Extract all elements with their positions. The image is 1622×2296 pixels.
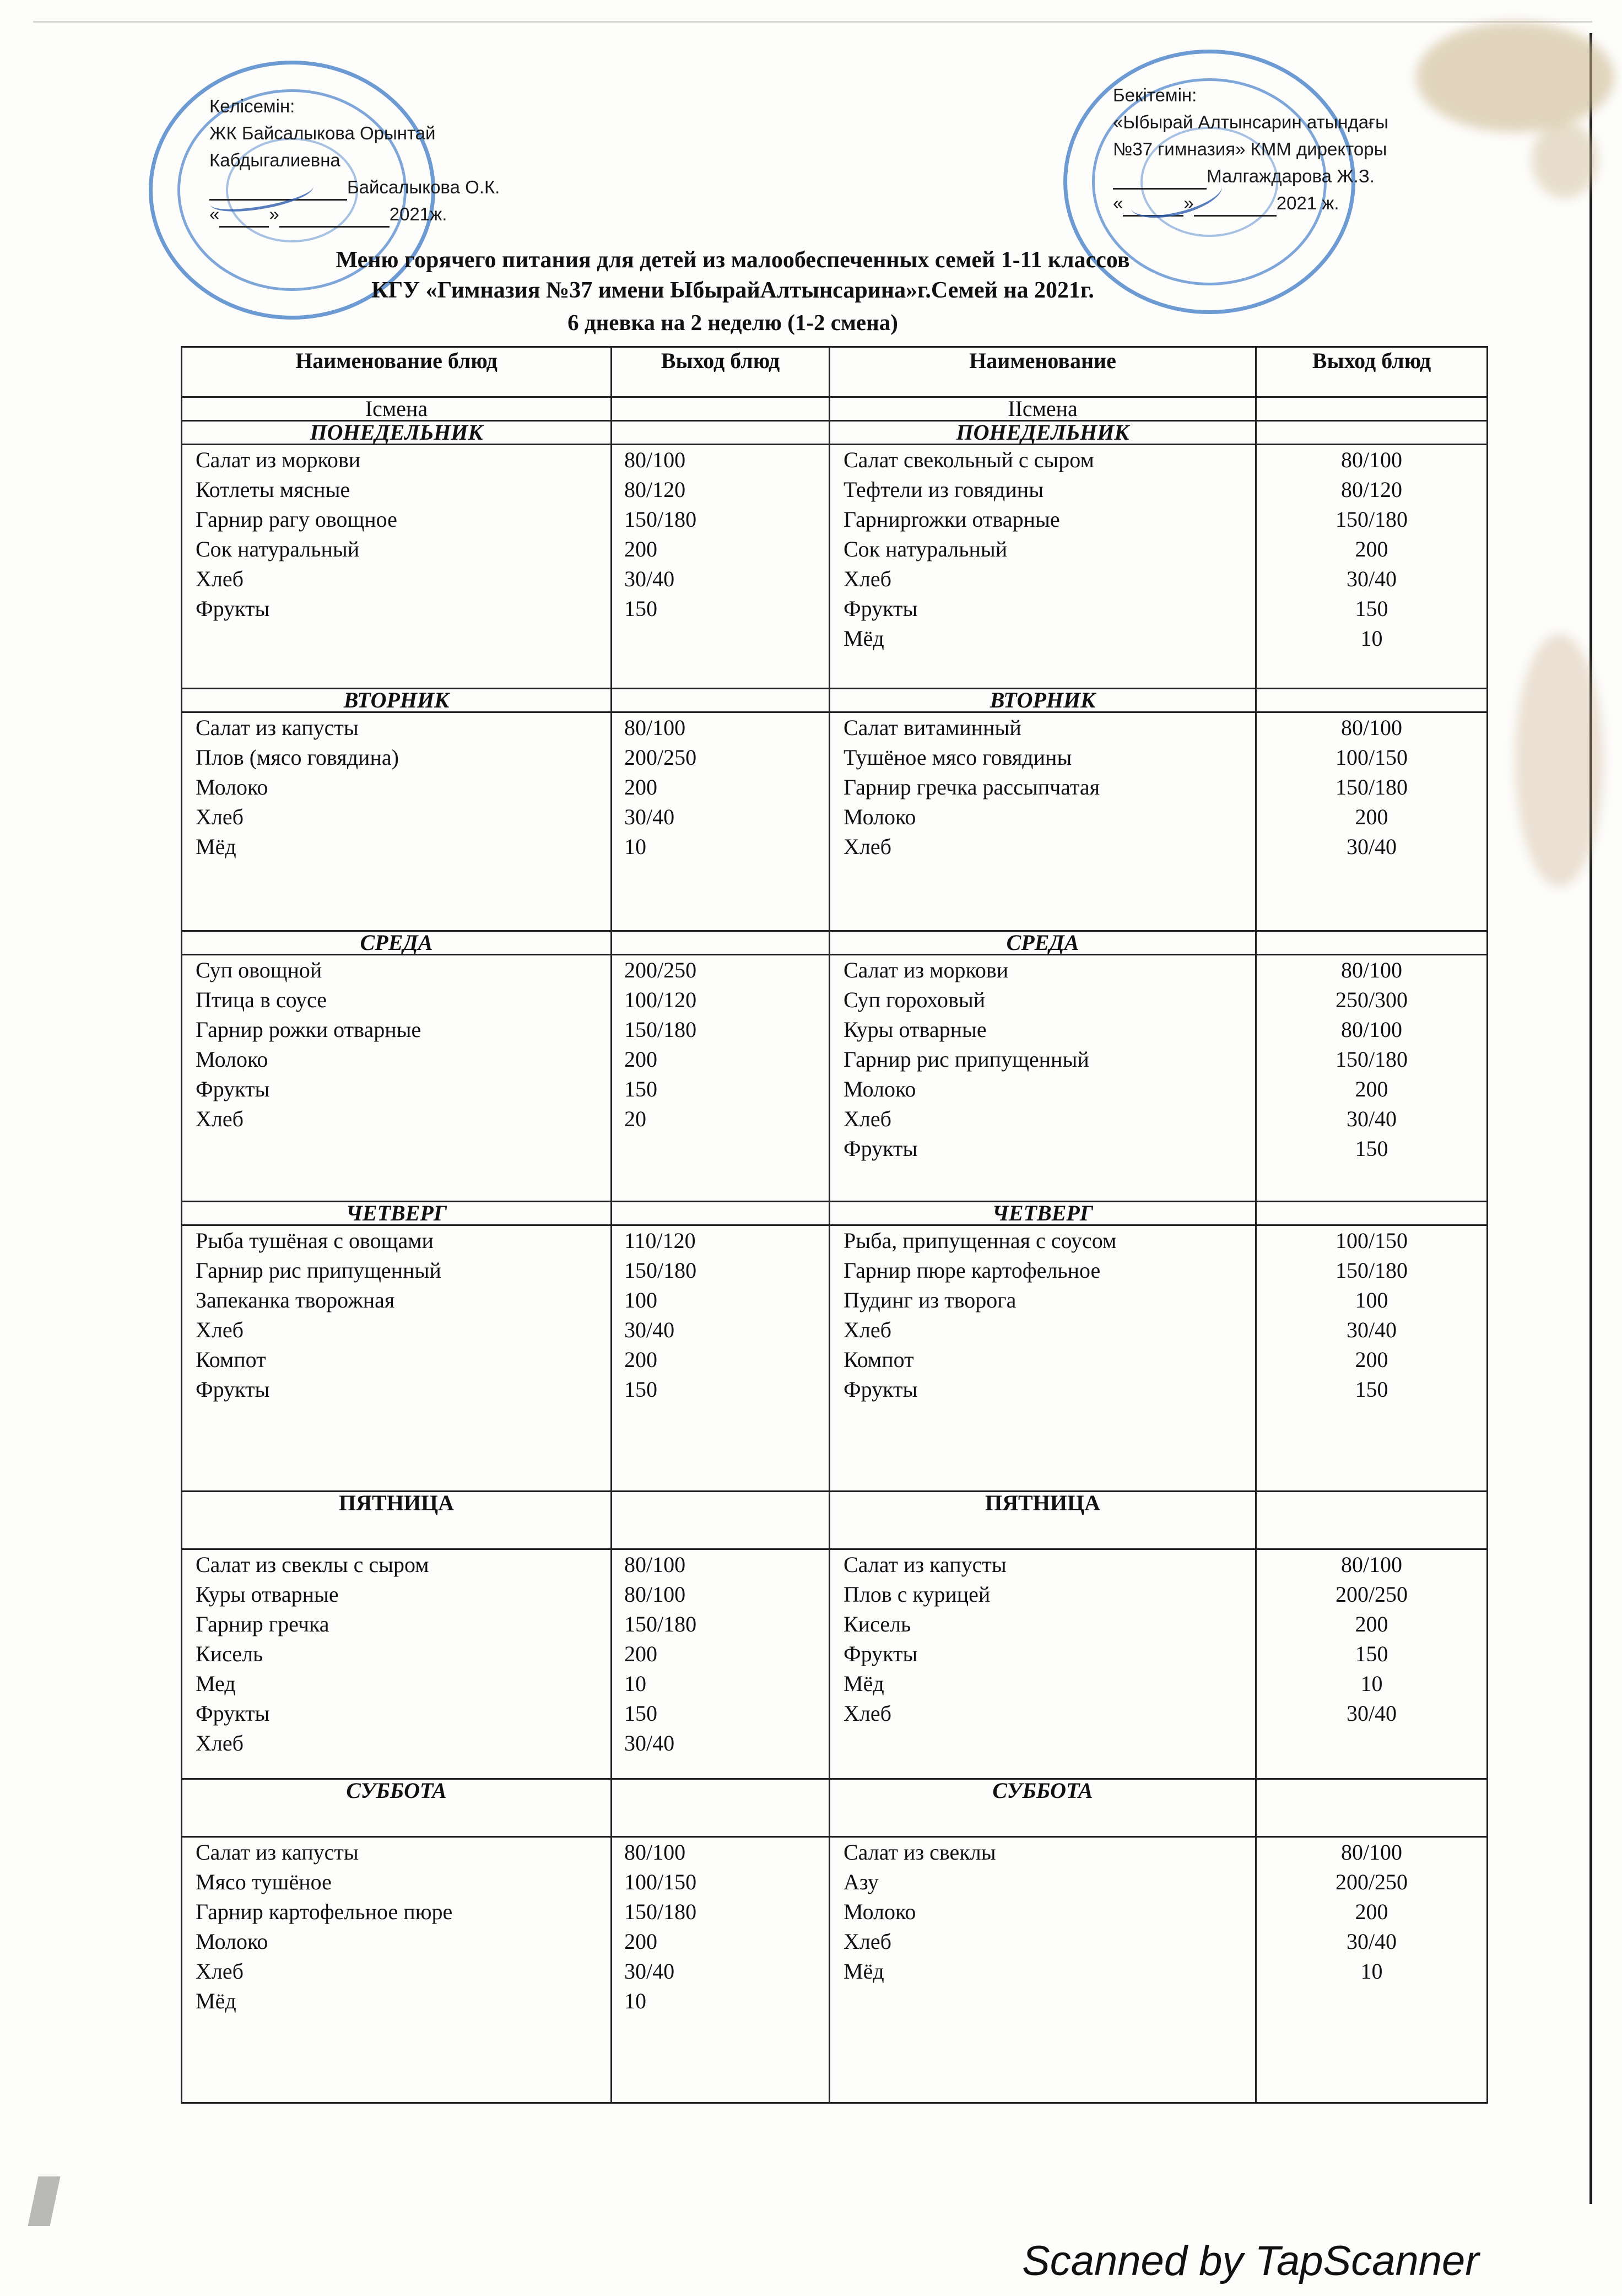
dish-name-shift-2: Салат из моркови bbox=[844, 958, 1009, 982]
empty-cell bbox=[612, 1202, 830, 1225]
dish-name-shift-2: Мёд bbox=[844, 626, 884, 651]
approval-left-heading: Келісемін: bbox=[209, 96, 295, 116]
menu-days bbox=[182, 421, 1488, 2103]
day-row bbox=[182, 421, 1488, 445]
dish-name-shift-2: Молоко bbox=[844, 1077, 916, 1101]
day-row bbox=[182, 1492, 1488, 1549]
dish-output-shift-2: 150 bbox=[1355, 1641, 1388, 1666]
dish-name-shift-1: Гарнир рожки отварные bbox=[196, 1017, 421, 1042]
dishes-output-shift-1-cell bbox=[612, 712, 830, 931]
dish-output-shift-2: 200/250 bbox=[1335, 1582, 1408, 1607]
dish-name-shift-1: Хлеб bbox=[196, 566, 244, 591]
dish-output-shift-2: 200 bbox=[1355, 1347, 1388, 1372]
dish-name-shift-1: Фрукты bbox=[196, 596, 270, 621]
dishes-row bbox=[182, 712, 1488, 931]
dishes-name-shift-2-cell bbox=[830, 712, 1256, 931]
column-header: Выход блюд bbox=[612, 347, 830, 397]
dish-name-shift-1: Салат из моркови bbox=[196, 447, 361, 472]
dish-name-shift-2: Гарнирrожки отварные bbox=[844, 507, 1060, 532]
dish-name-shift-1: Компот bbox=[196, 1347, 266, 1372]
dishes-name-shift-1-cell bbox=[182, 1549, 612, 1779]
dish-output-shift-2: 10 bbox=[1360, 626, 1383, 651]
dish-output-shift-2: 250/300 bbox=[1335, 987, 1408, 1012]
approval-right-school: «Ыбырай Алтынсарин атындағы bbox=[1113, 112, 1388, 132]
dish-name-shift-1: Кисель bbox=[196, 1641, 263, 1666]
dish-name-shift-2: Фрукты bbox=[844, 1377, 918, 1402]
dish-name-shift-2: Гарнир пюре картофельное bbox=[844, 1258, 1101, 1283]
date-month-blank bbox=[1194, 215, 1277, 217]
dish-output-shift-2: 80/120 bbox=[1340, 477, 1403, 502]
dish-output-shift-2: 150/180 bbox=[1335, 507, 1408, 532]
dish-output-shift-2: 200/250 bbox=[1335, 1870, 1408, 1894]
dish-output-shift-2: 30/40 bbox=[1346, 834, 1397, 859]
dish-output-shift-1: 20 bbox=[624, 1106, 646, 1131]
day-name-shift-1: СУББОТА bbox=[182, 1779, 612, 1837]
day-row bbox=[182, 1202, 1488, 1225]
dish-name-shift-1: Мёд bbox=[196, 834, 236, 859]
dishes-row bbox=[182, 1225, 1488, 1492]
shift-row bbox=[182, 397, 1488, 421]
dish-name-shift-2: Фрукты bbox=[844, 1641, 918, 1666]
column-header: Наименование bbox=[830, 347, 1256, 397]
dishes-name-shift-2-cell bbox=[830, 1549, 1256, 1779]
day-row bbox=[182, 689, 1488, 712]
page-right-edge bbox=[1589, 33, 1592, 2204]
dish-output-shift-2: 100/150 bbox=[1335, 1228, 1408, 1253]
dish-output-shift-1: 150/180 bbox=[624, 1899, 697, 1924]
day-name-shift-2: ПОНЕДЕЛЬНИК bbox=[830, 421, 1256, 445]
shift-2-label: IIсмена bbox=[830, 397, 1256, 421]
approval-left-patronymic: Кабдыгалиевна bbox=[209, 150, 340, 170]
dishes-name-shift-2-cell bbox=[830, 955, 1256, 1202]
dish-name-shift-1: Хлеб bbox=[196, 1959, 244, 1984]
dish-name-shift-2: Хлеб bbox=[844, 1317, 891, 1342]
dishes-output-shift-2-cell bbox=[1256, 445, 1488, 689]
dish-output-shift-1: 200 bbox=[624, 1929, 657, 1954]
dish-output-shift-2: 30/40 bbox=[1346, 1929, 1397, 1954]
document-title: Меню горячего питания для детей из малообеспеченных семей 1-11 классов bbox=[336, 247, 1130, 273]
empty-cell bbox=[1256, 1779, 1488, 1837]
dishes-name-shift-1-cell bbox=[182, 1837, 612, 2103]
day-name-shift-1: СРЕДА bbox=[182, 931, 612, 955]
dish-output-shift-1: 150 bbox=[624, 1701, 657, 1726]
dish-output-shift-1: 80/100 bbox=[624, 447, 686, 472]
dish-output-shift-1: 200 bbox=[624, 1347, 657, 1372]
dish-name-shift-1: Плов (мясо говядина) bbox=[196, 745, 399, 770]
dishes-output-shift-2-cell bbox=[1256, 955, 1488, 1202]
dish-output-shift-1: 150/180 bbox=[624, 1258, 697, 1283]
table-header-row bbox=[182, 347, 1488, 397]
dish-output-shift-1: 150 bbox=[624, 596, 657, 621]
dish-name-shift-2: Хлеб bbox=[844, 1701, 891, 1726]
dish-name-shift-2: Салат витаминный bbox=[844, 715, 1021, 740]
dish-name-shift-2: Салат свекольный с сыром bbox=[844, 447, 1094, 472]
dish-output-shift-2: 200 bbox=[1355, 537, 1388, 561]
dishes-name-shift-1-cell bbox=[182, 712, 612, 931]
dish-output-shift-2: 30/40 bbox=[1346, 1106, 1397, 1131]
dish-name-shift-2: Гарнир гречка рассыпчатая bbox=[844, 775, 1100, 799]
dish-name-shift-1: Гарнир рагу овощное bbox=[196, 507, 397, 532]
dish-name-shift-2: Хлеб bbox=[844, 1929, 891, 1954]
day-name-shift-2: ВТОРНИК bbox=[830, 689, 1256, 712]
dishes-output-shift-1-cell bbox=[612, 955, 830, 1202]
dish-name-shift-2: Азу bbox=[844, 1870, 879, 1894]
dish-output-shift-1: 80/100 bbox=[624, 715, 686, 740]
dish-name-shift-2: Рыба, припущенная с соусом bbox=[844, 1228, 1117, 1253]
dish-output-shift-1: 30/40 bbox=[624, 1959, 675, 1984]
paper-stain bbox=[1532, 121, 1598, 198]
dish-name-shift-2: Фрукты bbox=[844, 596, 918, 621]
document-subtitle: КГУ «Гимназия №37 имени ЫбырайАлтынсарина»г.Семей на 2021г. bbox=[371, 278, 1094, 303]
dish-output-shift-2: 100 bbox=[1355, 1288, 1388, 1312]
approval-left-date: « » 2021ж. bbox=[209, 201, 500, 228]
day-name-shift-1: ПЯТНИЦА bbox=[182, 1492, 612, 1549]
dish-name-shift-2: Кисель bbox=[844, 1612, 911, 1636]
dish-name-shift-2: Суп гороховый bbox=[844, 987, 986, 1012]
dish-output-shift-1: 30/40 bbox=[624, 804, 675, 829]
day-row bbox=[182, 1779, 1488, 1837]
empty-cell bbox=[612, 1779, 830, 1837]
dish-output-shift-1: 150 bbox=[624, 1077, 657, 1101]
day-name-shift-2: ЧЕТВЕРГ bbox=[830, 1202, 1256, 1225]
dish-output-shift-1: 200 bbox=[624, 537, 657, 561]
dishes-output-shift-1-cell bbox=[612, 1549, 830, 1779]
dish-output-shift-1: 110/120 bbox=[624, 1228, 696, 1253]
dish-name-shift-1: Суп овощной bbox=[196, 958, 322, 982]
document-period: 6 дневка на 2 неделю (1-2 смена) bbox=[567, 310, 898, 335]
dish-name-shift-1: Мед bbox=[196, 1671, 236, 1696]
dish-output-shift-2: 150 bbox=[1355, 1136, 1388, 1161]
dish-output-shift-1: 80/100 bbox=[624, 1552, 686, 1577]
dish-output-shift-2: 30/40 bbox=[1346, 1701, 1397, 1726]
dish-name-shift-2: Молоко bbox=[844, 1899, 916, 1924]
dish-name-shift-2: Компот bbox=[844, 1347, 914, 1372]
approval-left-entrepreneur: ЖК Байсалыкова Орынтай bbox=[209, 123, 436, 143]
approval-right-date: « » 2021 ж. bbox=[1113, 190, 1388, 217]
dish-name-shift-2: Гарнир рис припущенный bbox=[844, 1047, 1089, 1072]
dish-output-shift-1: 100 bbox=[624, 1288, 657, 1312]
dish-output-shift-2: 30/40 bbox=[1346, 1317, 1397, 1342]
dish-output-shift-2: 10 bbox=[1360, 1959, 1383, 1984]
dishes-output-shift-2-cell bbox=[1256, 712, 1488, 931]
dish-output-shift-2: 30/40 bbox=[1346, 566, 1397, 591]
empty-cell bbox=[612, 1492, 830, 1549]
dish-output-shift-2: 80/100 bbox=[1340, 447, 1403, 472]
dish-name-shift-1: Фрукты bbox=[196, 1701, 270, 1726]
dish-name-shift-1: Хлеб bbox=[196, 1106, 244, 1131]
approval-right-director: №37 гимназия» КММ директоры bbox=[1113, 139, 1387, 159]
empty-cell bbox=[1256, 1202, 1488, 1225]
empty-cell bbox=[612, 421, 830, 445]
dish-output-shift-1: 200 bbox=[624, 775, 657, 799]
dish-name-shift-1: Хлеб bbox=[196, 1731, 244, 1755]
dishes-row bbox=[182, 1549, 1488, 1779]
day-name-shift-2: СУББОТА bbox=[830, 1779, 1256, 1837]
dishes-name-shift-1-cell bbox=[182, 445, 612, 689]
dish-output-shift-1: 200 bbox=[624, 1641, 657, 1666]
dish-name-shift-2: Мёд bbox=[844, 1671, 884, 1696]
shift-1-label: Iсмена bbox=[182, 397, 612, 421]
dish-output-shift-1: 100/120 bbox=[624, 987, 697, 1012]
dish-output-shift-2: 150/180 bbox=[1335, 1258, 1408, 1283]
dish-name-shift-2: Хлеб bbox=[844, 1106, 891, 1131]
dish-output-shift-2: 80/100 bbox=[1340, 958, 1403, 982]
dishes-output-shift-2-cell bbox=[1256, 1837, 1488, 2103]
approval-right-heading: Бекітемін: bbox=[1113, 85, 1197, 105]
dish-name-shift-2: Хлеб bbox=[844, 834, 891, 859]
dishes-output-shift-1-cell bbox=[612, 1225, 830, 1492]
dish-name-shift-2: Молоко bbox=[844, 804, 916, 829]
empty-cell bbox=[1256, 397, 1488, 421]
dish-output-shift-1: 80/120 bbox=[624, 477, 686, 502]
dish-output-shift-2: 10 bbox=[1360, 1671, 1383, 1696]
dishes-output-shift-2-cell bbox=[1256, 1225, 1488, 1492]
scanner-watermark: Scanned by TapScanner bbox=[1022, 2238, 1479, 2284]
dish-name-shift-1: Салат из капусты bbox=[196, 1840, 359, 1865]
dish-output-shift-2: 80/100 bbox=[1340, 1552, 1403, 1577]
empty-cell bbox=[612, 689, 830, 712]
dish-name-shift-2: Хлеб bbox=[844, 566, 891, 591]
dish-name-shift-2: Пудинг из творога bbox=[844, 1288, 1017, 1312]
dish-name-shift-1: Рыба тушёная с овощами bbox=[196, 1228, 434, 1253]
empty-cell bbox=[1256, 421, 1488, 445]
dish-name-shift-2: Мёд bbox=[844, 1959, 884, 1984]
approval-left-signer: Байсалыкова О.К. bbox=[347, 177, 500, 197]
dish-output-shift-1: 10 bbox=[624, 834, 646, 859]
empty-cell bbox=[1256, 689, 1488, 712]
menu-table bbox=[181, 346, 1488, 2104]
dish-output-shift-2: 80/100 bbox=[1340, 715, 1403, 740]
dishes-name-shift-2-cell bbox=[830, 445, 1256, 689]
dishes-row bbox=[182, 1837, 1488, 2103]
page-top-edge bbox=[33, 21, 1592, 23]
dish-output-shift-1: 30/40 bbox=[624, 566, 675, 591]
dish-name-shift-1: Гарнир гречка bbox=[196, 1612, 329, 1636]
dish-output-shift-1: 30/40 bbox=[624, 1731, 675, 1755]
dish-name-shift-1: Котлеты мясные bbox=[196, 477, 350, 502]
dish-name-shift-1: Хлеб bbox=[196, 1317, 244, 1342]
paper-stain bbox=[1416, 22, 1614, 132]
dishes-row bbox=[182, 445, 1488, 689]
day-name-shift-1: ПОНЕДЕЛЬНИК bbox=[182, 421, 612, 445]
day-name-shift-2: ПЯТНИЦА bbox=[830, 1492, 1256, 1549]
dish-output-shift-1: 150/180 bbox=[624, 1017, 697, 1042]
dish-name-shift-2: Тефтели из говядины bbox=[844, 477, 1044, 502]
empty-cell bbox=[1256, 1492, 1488, 1549]
date-month-blank bbox=[279, 226, 390, 228]
dish-output-shift-1: 30/40 bbox=[624, 1317, 675, 1342]
dish-output-shift-1: 150/180 bbox=[624, 507, 697, 532]
dish-output-shift-2: 200 bbox=[1355, 1899, 1388, 1924]
dish-output-shift-1: 80/100 bbox=[624, 1582, 686, 1607]
dish-name-shift-2: Салат из капусты bbox=[844, 1552, 1007, 1577]
dish-name-shift-1: Куры отварные bbox=[196, 1582, 339, 1607]
empty-cell bbox=[1256, 931, 1488, 955]
dish-output-shift-2: 200 bbox=[1355, 1077, 1388, 1101]
dish-name-shift-1: Фрукты bbox=[196, 1077, 270, 1101]
dishes-row bbox=[182, 955, 1488, 1202]
dishes-name-shift-2-cell bbox=[830, 1837, 1256, 2103]
day-row bbox=[182, 931, 1488, 955]
dish-name-shift-1: Салат из свеклы с сыром bbox=[196, 1552, 429, 1577]
dish-output-shift-2: 80/100 bbox=[1340, 1840, 1403, 1865]
dish-name-shift-1: Молоко bbox=[196, 1047, 268, 1072]
dish-name-shift-1: Запеканка творожная bbox=[196, 1288, 395, 1312]
day-name-shift-2: СРЕДА bbox=[830, 931, 1256, 955]
dishes-name-shift-2-cell bbox=[830, 1225, 1256, 1492]
dish-name-shift-2: Фрукты bbox=[844, 1136, 918, 1161]
dish-name-shift-2: Куры отварные bbox=[844, 1017, 987, 1042]
dish-output-shift-1: 200 bbox=[624, 1047, 657, 1072]
dish-name-shift-1: Мясо тушёное bbox=[196, 1870, 332, 1894]
dish-output-shift-1: 10 bbox=[624, 1989, 646, 2013]
dish-name-shift-1: Мёд bbox=[196, 1989, 236, 2013]
dish-name-shift-1: Гарнир рис припущенный bbox=[196, 1258, 441, 1283]
empty-cell bbox=[612, 931, 830, 955]
dish-output-shift-1: 80/100 bbox=[624, 1840, 686, 1865]
day-name-shift-1: ВТОРНИК bbox=[182, 689, 612, 712]
dish-output-shift-2: 150 bbox=[1355, 596, 1388, 621]
dish-name-shift-1: Молоко bbox=[196, 1929, 268, 1954]
dish-name-shift-1: Птица в соусе bbox=[196, 987, 327, 1012]
dish-output-shift-2: 200 bbox=[1355, 1612, 1388, 1636]
column-header: Наименование блюд bbox=[182, 347, 612, 397]
dishes-name-shift-1-cell bbox=[182, 955, 612, 1202]
dishes-output-shift-2-cell bbox=[1256, 1549, 1488, 1779]
dish-output-shift-1: 10 bbox=[624, 1671, 646, 1696]
dish-name-shift-2: Салат из свеклы bbox=[844, 1840, 996, 1865]
dishes-output-shift-1-cell bbox=[612, 1837, 830, 2103]
dish-output-shift-1: 150/180 bbox=[624, 1612, 697, 1636]
dishes-output-shift-1-cell bbox=[612, 445, 830, 689]
dish-output-shift-1: 200/250 bbox=[624, 745, 697, 770]
day-name-shift-1: ЧЕТВЕРГ bbox=[182, 1202, 612, 1225]
empty-cell bbox=[612, 397, 830, 421]
dish-name-shift-1: Фрукты bbox=[196, 1377, 270, 1402]
dish-name-shift-1: Сок натуральный bbox=[196, 537, 360, 561]
dish-output-shift-2: 150/180 bbox=[1335, 1047, 1408, 1072]
date-day-blank bbox=[219, 226, 269, 228]
dish-name-shift-2: Тушёное мясо говядины bbox=[844, 745, 1072, 770]
dish-name-shift-2: Плов с курицей bbox=[844, 1582, 991, 1607]
dish-output-shift-2: 200 bbox=[1355, 804, 1388, 829]
column-header: Выход блюд bbox=[1256, 347, 1488, 397]
dish-name-shift-1: Хлеб bbox=[196, 804, 244, 829]
dish-name-shift-1: Салат из капусты bbox=[196, 715, 359, 740]
dish-name-shift-2: Сок натуральный bbox=[844, 537, 1008, 561]
dish-output-shift-1: 150 bbox=[624, 1377, 657, 1402]
dish-name-shift-1: Гарнир картофельное пюре bbox=[196, 1899, 453, 1924]
dish-output-shift-1: 200/250 bbox=[624, 958, 697, 982]
dish-output-shift-2: 80/100 bbox=[1340, 1017, 1403, 1042]
approval-right-signer: Малгаждарова Ж.З. bbox=[1207, 166, 1375, 186]
dish-output-shift-2: 100/150 bbox=[1335, 745, 1408, 770]
dish-output-shift-2: 150/180 bbox=[1335, 775, 1408, 799]
dish-output-shift-1: 100/150 bbox=[624, 1870, 697, 1894]
dish-output-shift-2: 150 bbox=[1355, 1377, 1388, 1402]
dishes-name-shift-1-cell bbox=[182, 1225, 612, 1492]
paper-stain bbox=[1515, 634, 1603, 887]
dish-name-shift-1: Молоко bbox=[196, 775, 268, 799]
